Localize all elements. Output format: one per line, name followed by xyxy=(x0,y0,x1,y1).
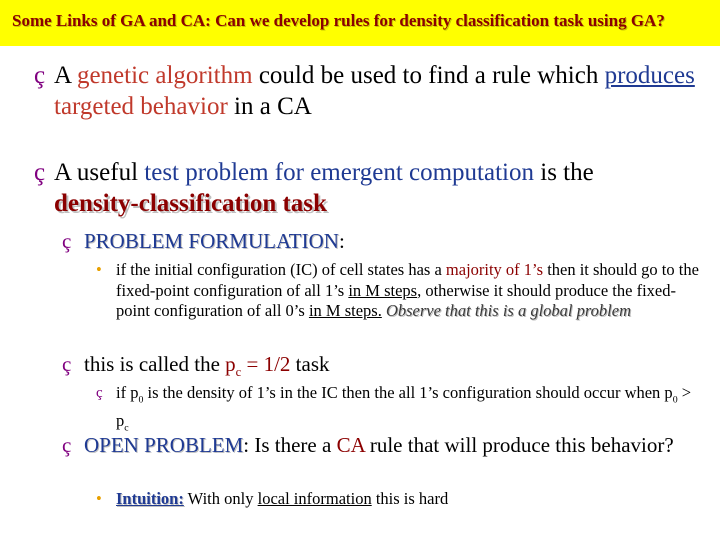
bullet-text xyxy=(62,229,702,254)
text-run: Observe that this is a global problem xyxy=(385,301,631,320)
dot-bullet-icon: • xyxy=(96,260,102,279)
text-run: A useful xyxy=(54,159,145,186)
text-run: PROBLEM FORMULATION xyxy=(84,229,339,253)
text-run: produces xyxy=(604,62,695,89)
dot-bullet-icon: • xyxy=(96,489,102,508)
detail-density-condition xyxy=(96,383,706,439)
text-run: 0 xyxy=(672,394,678,406)
text-run: in M steps. xyxy=(308,301,382,320)
text-run: > p xyxy=(116,383,692,430)
text-run: targeted behavior xyxy=(54,93,228,120)
bullet-text xyxy=(34,60,704,122)
text-run: in a CA xyxy=(227,93,312,120)
text-run: density-classification task xyxy=(54,190,327,217)
text-run: A xyxy=(54,62,77,89)
text-run: : xyxy=(338,229,345,253)
text-run: With only xyxy=(183,489,258,508)
sub-bullet-problem-formulation xyxy=(62,229,702,254)
bullet-text xyxy=(96,260,706,322)
sub-bullet-pc-task xyxy=(62,352,702,385)
text-run: p xyxy=(225,352,236,376)
text-run: Intuition: xyxy=(116,489,184,508)
detail-initial-configuration xyxy=(96,260,706,322)
arrow-bullet-icon: ç xyxy=(34,62,46,89)
bullet-text xyxy=(62,433,702,458)
detail-intuition xyxy=(96,489,706,510)
text-run: OPEN PROBLEM xyxy=(84,433,244,457)
text-run: if the initial configuration (IC) of cell states has a xyxy=(116,260,446,279)
text-run: this is hard xyxy=(371,489,449,508)
text-run: c xyxy=(235,365,242,380)
text-run: test problem for emergent computation xyxy=(144,159,534,186)
text-run: majority of 1’s xyxy=(445,260,544,279)
text-run: this is called the xyxy=(84,352,226,376)
text-run: rule that will produce this behavior? xyxy=(364,433,674,457)
text-run: could be used to find a rule which xyxy=(252,62,605,89)
text-run: is the xyxy=(534,159,594,186)
bullet-text xyxy=(62,352,702,385)
text-run: c xyxy=(124,422,129,434)
text-run: local information xyxy=(257,489,372,508)
text-run: in M steps xyxy=(348,280,418,300)
bullet-genetic-algorithm xyxy=(34,60,704,122)
title-bar xyxy=(0,0,720,46)
text-run: if p xyxy=(116,383,139,402)
text-run: = 1/2 xyxy=(241,352,291,376)
slide-title: Some Links of GA and CA: Can we develop rules for density classification task using GA? xyxy=(12,11,665,30)
arrow-bullet-icon: ç xyxy=(34,159,46,186)
bullet-text xyxy=(96,489,706,510)
sub-bullet-open-problem xyxy=(62,433,702,458)
bullet-test-problem xyxy=(34,157,704,219)
text-run: then it should go to the fixed-point configuration of all 1’s xyxy=(116,260,699,300)
text-run: is the density of 1’s in the IC then the all 1’s configuration should occur when p xyxy=(143,383,673,402)
text-run: task xyxy=(290,352,330,376)
text-run: , otherwise it should produce the fixed-point configuration of all 0’s xyxy=(116,280,676,320)
bullet-text xyxy=(34,157,704,219)
text-run: : Is there a xyxy=(243,433,337,457)
text-run: genetic algorithm xyxy=(76,62,253,89)
bullet-text xyxy=(96,383,706,439)
arrow-bullet-icon: ç xyxy=(96,385,103,401)
arrow-bullet-icon: ç xyxy=(62,433,72,457)
arrow-bullet-icon: ç xyxy=(62,352,72,376)
text-run: CA xyxy=(336,433,365,457)
arrow-bullet-icon: ç xyxy=(62,229,72,253)
text-run: 0 xyxy=(138,394,144,406)
